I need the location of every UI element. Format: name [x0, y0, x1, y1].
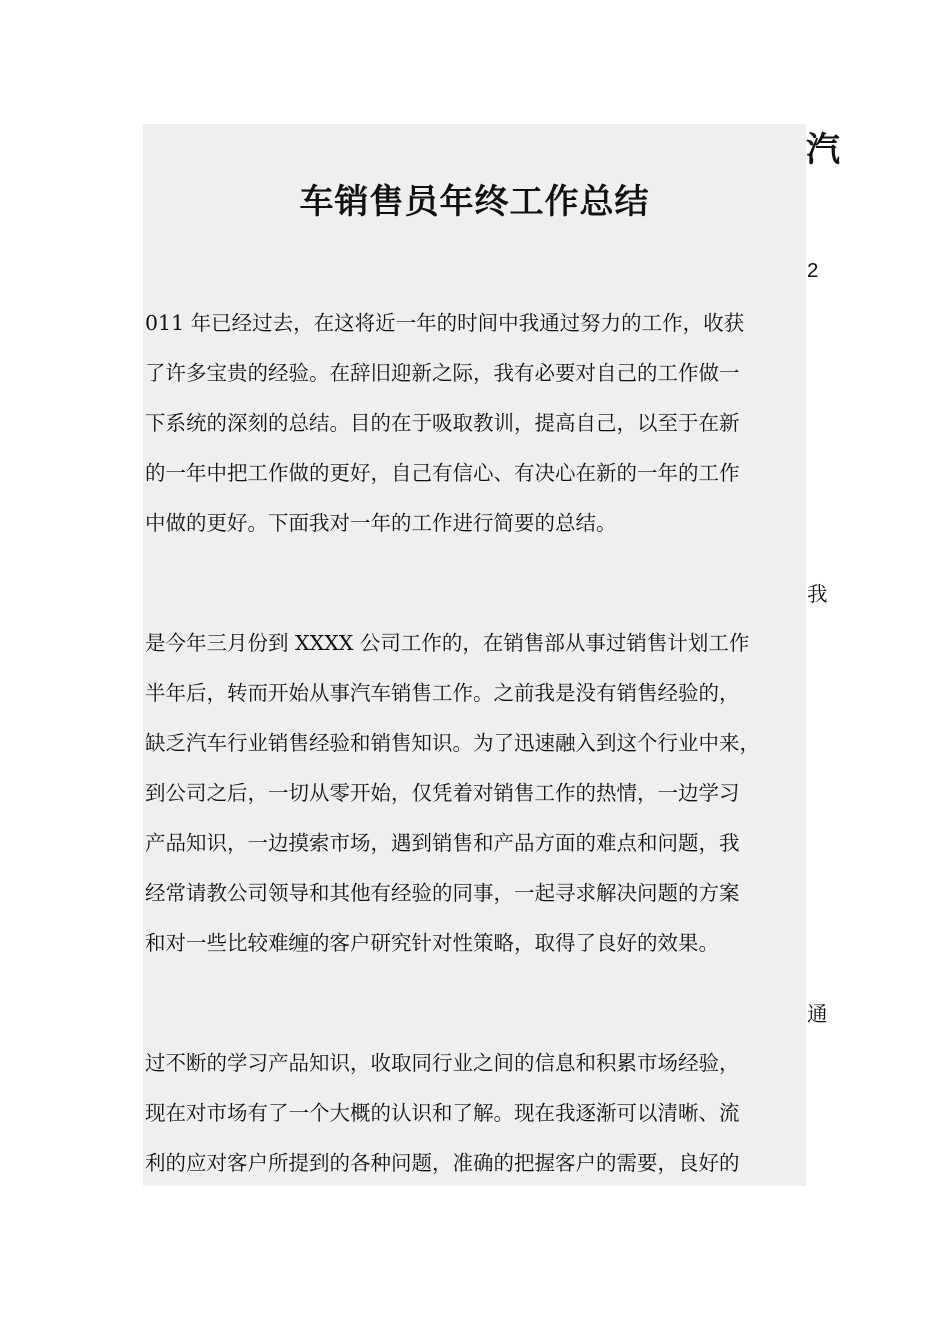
- paragraph-line: 缺乏汽车行业销售经验和销售知识。为了迅速融入到这个行业中来，: [145, 731, 760, 755]
- paragraph-line: 了许多宝贵的经验。在辞旧迎新之际，我有必要对自己的工作做一: [145, 361, 740, 385]
- paragraph-line: 过不断的学习产品知识，收取同行业之间的信息和积累市场经验，: [145, 1051, 740, 1075]
- paragraph-3: [145, 1038, 805, 1188]
- paragraph-line: 利的应对客户所提到的各种问题，准确的把握客户的需要，良好的: [145, 1151, 740, 1175]
- document-title: 车销售员年终工作总结: [299, 182, 650, 222]
- paragraph-line: 011 年已经过去，在这将近一年的时间中我通过努力的工作，收获: [145, 311, 745, 335]
- paragraph-2-lead-char: 我: [807, 582, 828, 606]
- paragraph-line: 和对一些比较难缠的客户研究针对性策略，取得了良好的效果。: [145, 931, 719, 955]
- paragraph-line: 的一年中把工作做的更好，自己有信心、有决心在新的一年的工作: [145, 461, 740, 485]
- paragraph-1: [145, 298, 805, 548]
- paragraph-line: 是今年三月份到 XXXX 公司工作的，在销售部从事过销售计划工作: [145, 631, 750, 655]
- title-lead-char: 汽: [806, 130, 840, 170]
- text-highlight-block: [143, 124, 806, 1186]
- paragraph-2: [145, 618, 805, 968]
- paragraph-1-lead-char: 2: [807, 259, 819, 282]
- paragraph-3-lead-char: 通: [807, 1002, 828, 1026]
- paragraph-line: 现在对市场有了一个大概的认识和了解。现在我逐渐可以清晰、流: [145, 1101, 740, 1125]
- paragraph-line: 中做的更好。下面我对一年的工作进行简要的总结。: [145, 511, 617, 535]
- paragraph-line: 经常请教公司领导和其他有经验的同事，一起寻求解决问题的方案: [145, 881, 740, 905]
- paragraph-line: 下系统的深刻的总结。目的在于吸取教训，提高自己，以至于在新: [145, 411, 740, 435]
- paragraph-line: 到公司之后，一切从零开始，仅凭着对销售工作的热情，一边学习: [145, 781, 740, 805]
- paragraph-line: 产品知识，一边摸索市场，遇到销售和产品方面的难点和问题，我: [145, 831, 740, 855]
- paragraph-line: 半年后，转而开始从事汽车销售工作。之前我是没有销售经验的，: [145, 681, 740, 705]
